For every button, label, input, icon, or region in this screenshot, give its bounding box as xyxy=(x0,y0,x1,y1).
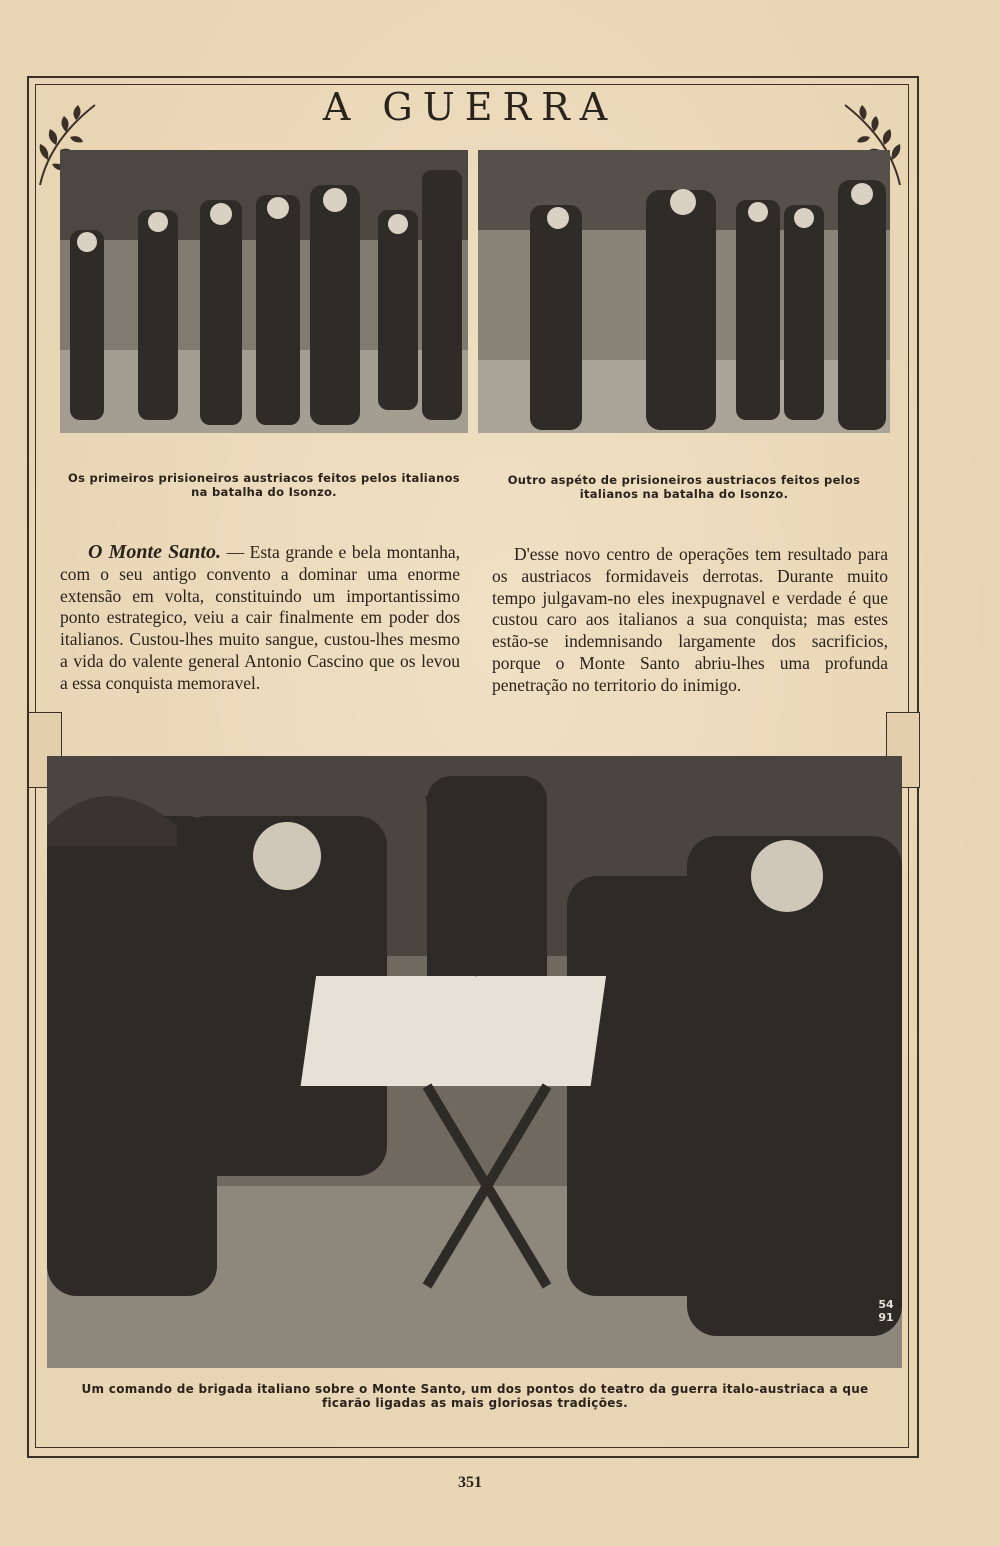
page-number: 351 xyxy=(458,1474,482,1491)
caption-photo-1: Os primeiros prisioneiros austriacos feitos pelos italianos na batalha do Isonzo. xyxy=(68,471,460,499)
article-column-right: D'esse novo centro de operações tem resultado para os austriacos formidaveis derrotas. Durante muito tempo julgavam-no eles inexpugnavel e verdade é que custou caro aos italianos a sua conquista; mas estes estão-se indemnisando largamente dos sacrificios, porque o Monte Santo abriu-lhes uma profunda penetração no territorio do inimigo. xyxy=(492,544,888,695)
photo-plate-number: 54 91 xyxy=(878,1298,894,1324)
photo-brigade-command xyxy=(47,756,902,1368)
article-lede: O Monte Santo. xyxy=(88,541,221,563)
photo-prisoners-2 xyxy=(478,150,890,433)
caption-photo-2: Outro aspéto de prisioneiros austriacos feitos pelos italianos na batalha do Isonzo. xyxy=(507,473,861,501)
caption-photo-3: Um comando de brigada italiano sobre o Monte Santo, um dos pontos do teatro da guerra italo-austriaca a que ficarão ligadas as mais gloriosas tradições. xyxy=(81,1382,869,1410)
photo-prisoners-1 xyxy=(60,150,468,433)
article-column-left xyxy=(60,542,460,695)
page-headline: A GUERRA xyxy=(322,85,618,129)
article-text-left: — Esta grande e bela montanha, com o seu antigo convento a dominar uma enorme extensão em volta, constituindo um importantissimo ponto estrategico, veiu a cair finalmente em poder dos italianos. Custou-lhes muito sangue, custou-lhes mesmo a vida do valente general Antonio Cascino que os levou a essa conquista memoravel. xyxy=(60,542,460,693)
